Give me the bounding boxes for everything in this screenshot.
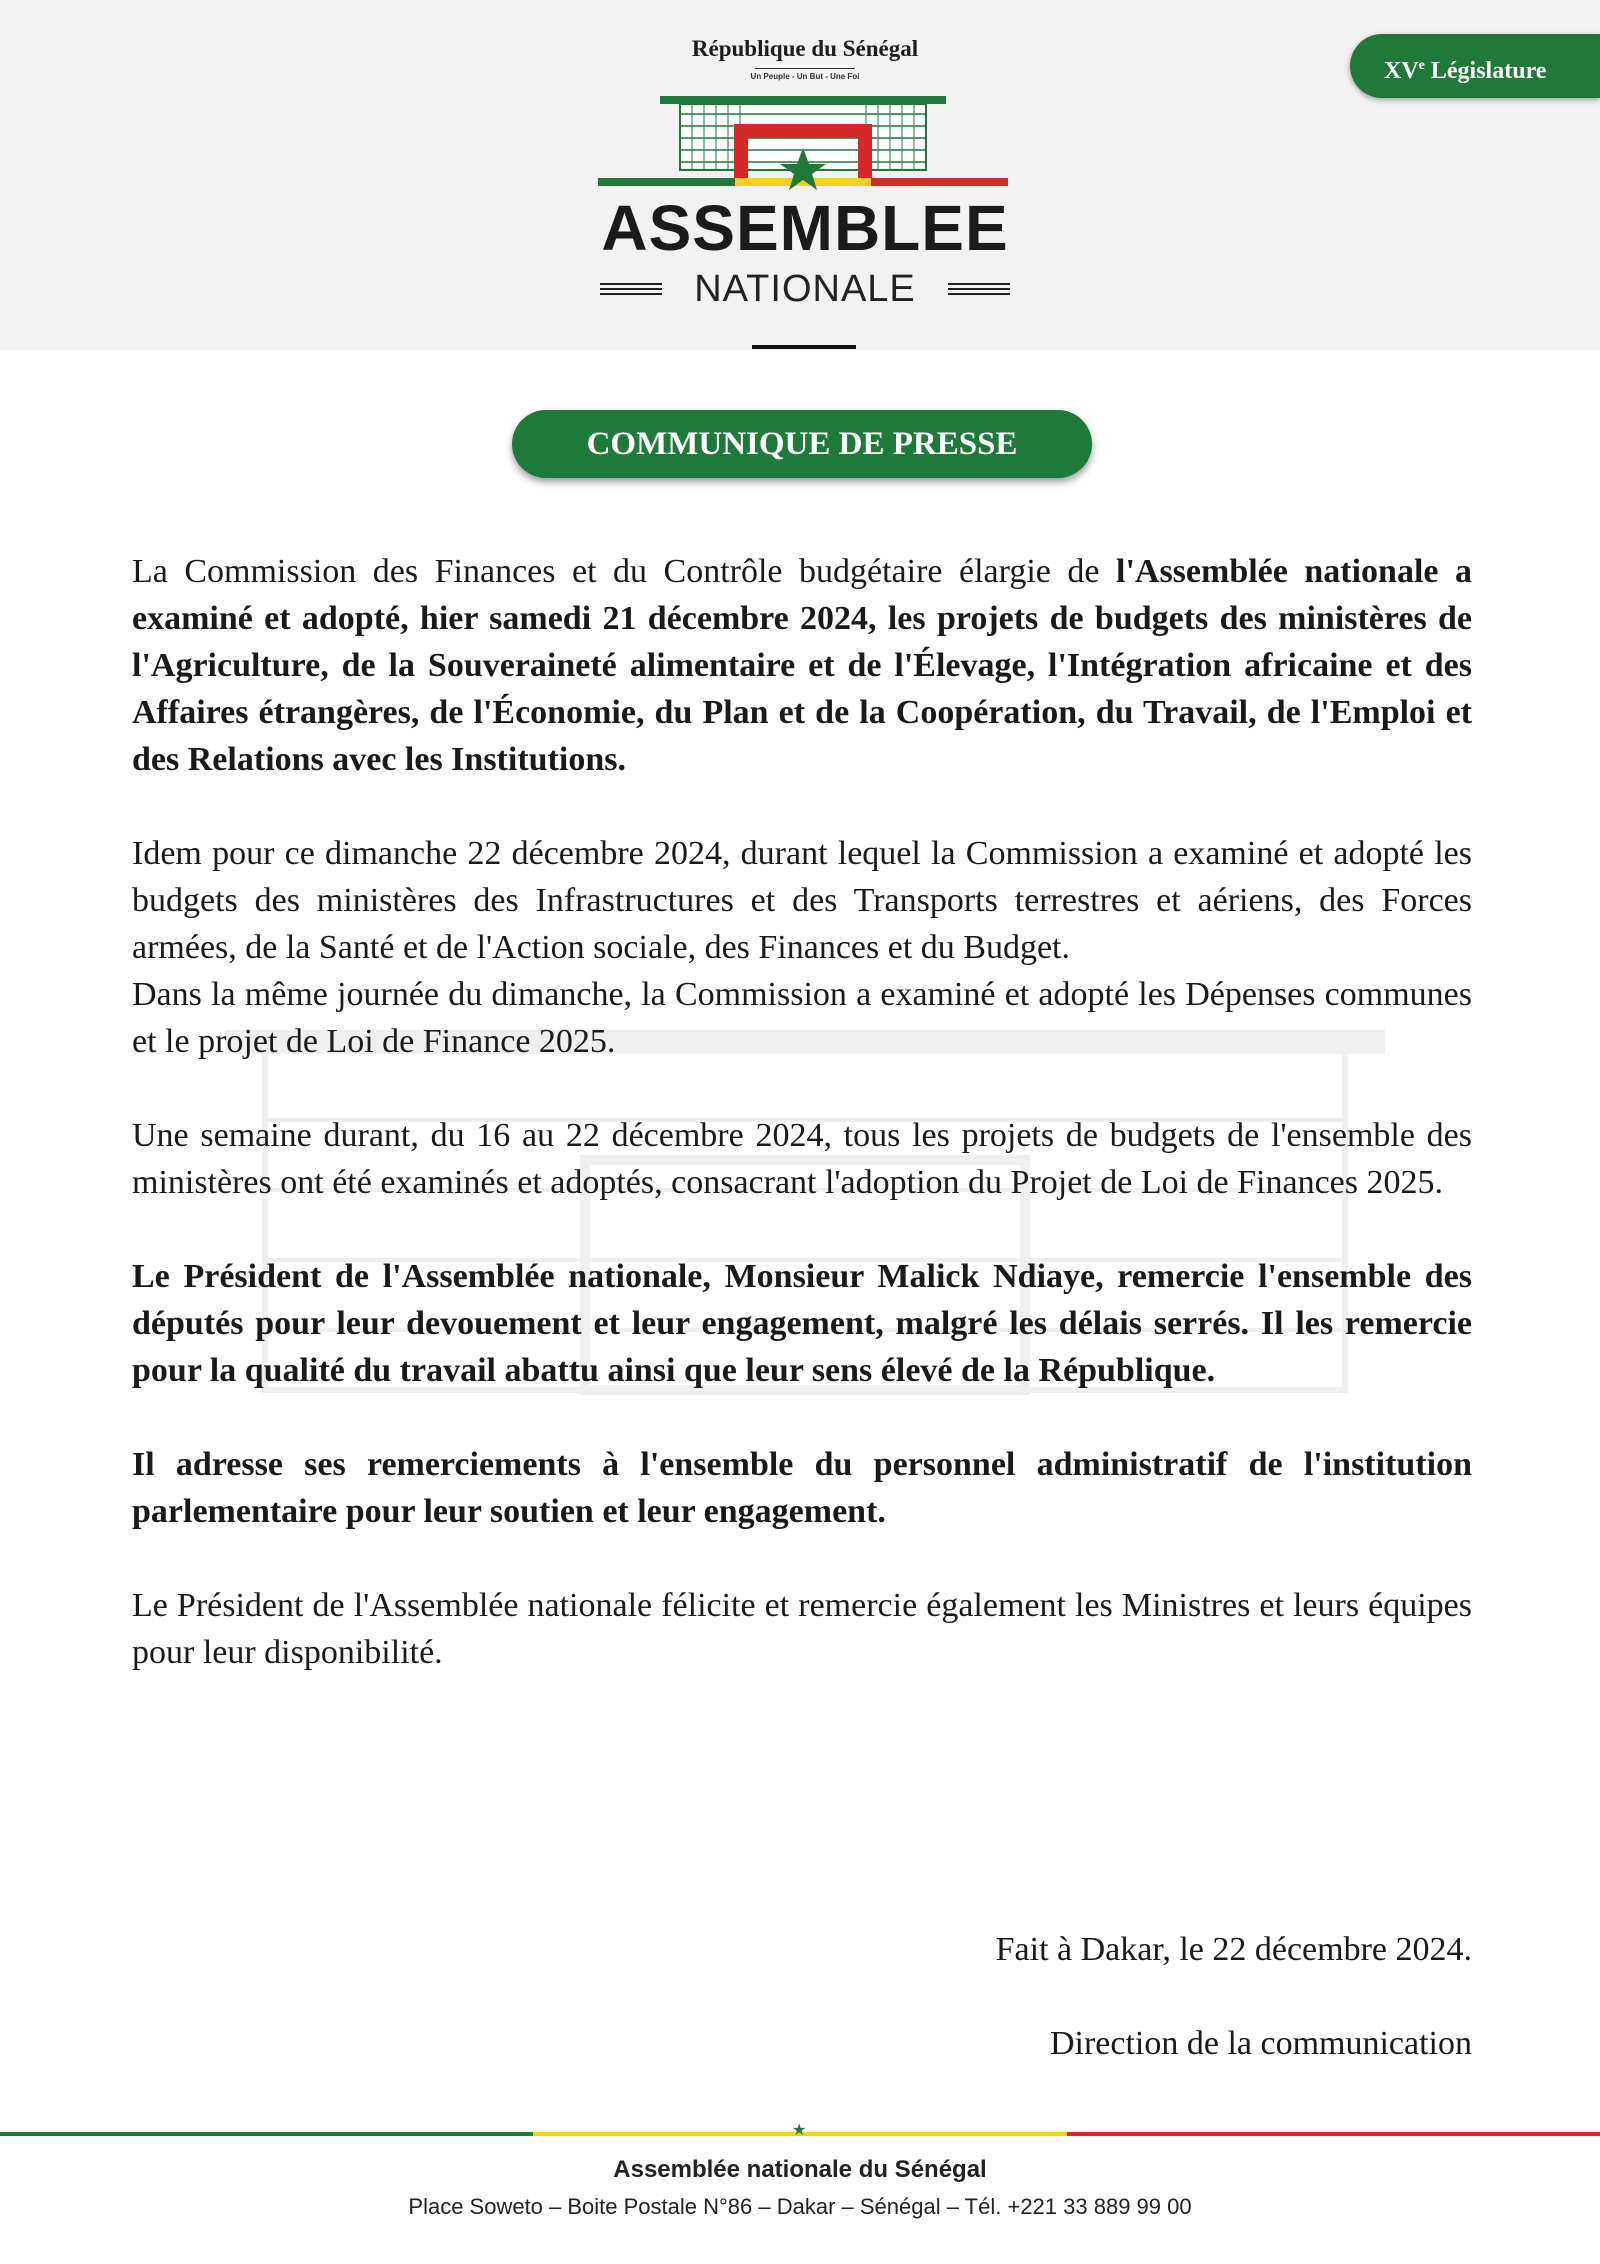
paragraph-1: [132, 548, 1472, 783]
legislature-numeral: XV: [1384, 58, 1419, 84]
national-motto: Un Peuple - Un But - Une Foi: [750, 72, 860, 81]
footer-institution: Assemblée nationale du Sénégal: [613, 2156, 987, 2183]
logo-title: ASSEMBLEE: [601, 192, 1009, 264]
star-icon: ★: [792, 2120, 807, 2139]
legislature-badge: [1350, 34, 1600, 98]
paragraph-1-intro: La Commission des Finances et du Contrôle budgétaire élargie de: [132, 553, 1116, 590]
header-divider: [752, 345, 856, 349]
paragraph-6: Il adresse ses remerciements à l'ensemble du personnel administratif de l'institution parlementaire pour leur soutien et leur engagement.: [132, 1446, 1472, 1530]
assembly-building-logo: [598, 86, 1008, 196]
signatory: Direction de la communication: [1049, 2025, 1472, 2062]
subtitle-rule-right: [948, 283, 1010, 295]
legislature-superscript: e: [1418, 58, 1425, 73]
paragraph-7: Le Président de l'Assemblée nationale félicite et remercie également les Ministres et leurs équipes pour leur disponibilité.: [132, 1587, 1472, 1671]
press-release-body: [132, 548, 1472, 1676]
footer-address: Place Soweto – Boite Postale N°86 – Dakar – Sénégal – Tél. +221 33 889 99 00: [408, 2194, 1192, 2219]
motto-divider: [755, 68, 855, 69]
logo-subtitle-row: [600, 270, 1010, 310]
paragraph-3: Dans la même journée du dimanche, la Commission a examiné et adopté les Dépenses communes et le projet de Loi de Finance 2025.: [132, 976, 1472, 1060]
logo-subtitle: NATIONALE: [694, 268, 916, 310]
subtitle-rule-left: [600, 283, 662, 295]
paragraph-1-bold: l'Assemblée nationale a examiné et adopté, hier samedi 21 décembre 2024, les projets de budgets des ministères de l'Agriculture, de la Souveraineté alimentaire et de l'Élevage, l'Intégration africaine et des Affaires étrangères, de l'Économie, du Plan et de la Coopération, du Travail, de l'Emploi et des Relations avec les Institutions.: [132, 553, 1472, 778]
paragraph-4: Une semaine durant, du 16 au 22 décembre 2024, tous les projets de budgets de l'ensemble des ministères ont été examinés et adoptés, consacrant l'adoption du Projet de Loi de Finances 2025.: [132, 1117, 1472, 1201]
press-release-banner: COMMUNIQUE DE PRESSE: [512, 410, 1092, 478]
place-date: Fait à Dakar, le 22 décembre 2024.: [995, 1931, 1472, 1968]
republic-label: République du Sénégal: [691, 36, 919, 61]
paragraph-5: Le Président de l'Assemblée nationale, Monsieur Malick Ndiaye, remercie l'ensemble des députés pour leur devouement et leur engagement, malgré les délais serrés. Il les remercie pour la qualité du travail abattu ainsi que leur sens élevé de la République.: [132, 1258, 1472, 1389]
paragraph-2: Idem pour ce dimanche 22 décembre 2024, durant lequel la Commission a examiné et adopté les budgets des ministères des Infrastructures et des Transports terrestres et aériens, des Forces armées, de la Santé et de l'Action sociale, des Finances et du Budget.: [132, 835, 1472, 966]
legislature-word: Législature: [1424, 58, 1547, 84]
